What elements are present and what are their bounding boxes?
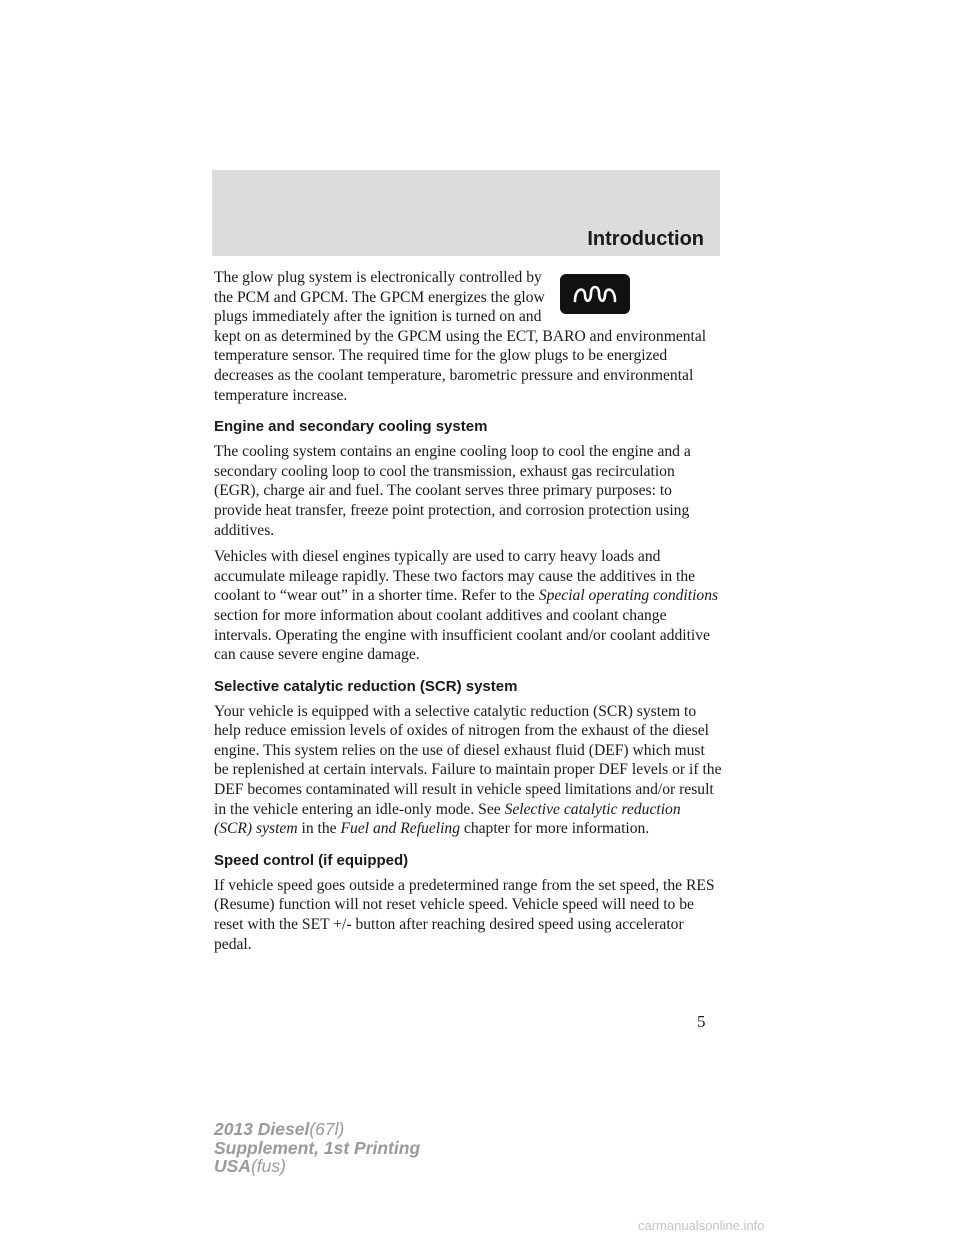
footer-printing: Supplement, 1st Printing [214,1137,421,1158]
scr-heading: Selective catalytic reduction (SCR) system [214,677,518,695]
speed-control-paragraph: If vehicle speed goes outside a predetermined range from the set speed, the RES (Resume) function will not reset vehicle speed. Vehicle speed will need to be reset with the SET +/- button after reaching desired speed using accelerator pedal. [214,876,715,953]
cooling-text-b: section for more information about coolant additives and coolant change intervals. Operating the engine with insufficient coolant and/or coolant additive can cause severe engine damage. [214,606,710,664]
cooling-heading: Engine and secondary cooling system [214,418,488,436]
watermark: carmanualsonline.info [638,1218,765,1233]
footer-line-3 [214,1157,420,1176]
scr-text-a: Your vehicle is equipped with a selective catalytic reduction (SCR) system to help reduce emission levels of oxides of nitrogen from the exhaust of the diesel engine. This system relies on the use of diesel exhaust fluid (DEF) which must be replenished at certain intervals. Failure to maintain proper DEF levels or if the DEF becomes contaminated will result in vehicle speed limitations and/or result in the vehicle entering an idle-only mode. See [214,702,722,818]
glow-plug-icon-glyph [571,281,619,307]
footer-model: 2013 Diesel [214,1119,310,1139]
scr-paragraph [214,702,722,839]
footer-line-1 [214,1120,420,1139]
cooling-paragraph-2 [214,547,722,665]
footer-market-code: (fus) [250,1156,286,1176]
footer-line-2 [214,1139,420,1158]
section-title: Introduction [587,228,704,250]
cooling-paragraph-1: The cooling system contains an engine cooling loop to cool the engine and a secondary cooling loop to cool the transmission, exhaust gas recirculation (EGR), charge air and fuel. The coolant serves three primary purposes: to provide heat transfer, freeze point protection, and corrosion protection using additives. [214,443,691,539]
print-footer [214,1120,420,1176]
cooling-text-a: Vehicles with diesel engines typically are used to carry heavy loads and accumulate mileage rapidly. These two factors may cause the additives in the coolant to “wear out” in a shorter time. Refer to the [214,548,696,605]
footer-market: USA [214,1156,251,1176]
header-band [212,170,720,256]
scr-reference: Selective catalytic reduction (SCR) system [214,800,681,838]
scr-text-b: chapter for more information. [460,820,650,838]
scr-text-mid: in the [297,820,341,838]
glow-plug-paragraph: The glow plug system is electronically controlled by the PCM and GPCM. The GPCM energizes the glow plugs immediately after the ignition is turned on and kept on as determined by the GPCM using the ECT, BARO and environmental temperature sensor. The required time for the glow plugs to be energized decreases as the coolant temperature, barometric pressure and environmental temperature increase. [214,269,707,404]
glow-plug-icon [560,274,630,314]
special-conditions-reference: Special operating conditions [538,587,719,605]
page-number: 5 [697,1012,706,1031]
page-content [214,268,722,961]
footer-model-code: (67l) [309,1119,345,1139]
speed-control-heading: Speed control (if equipped) [214,851,409,869]
fuel-refueling-reference: Fuel and Refueling [340,820,461,838]
